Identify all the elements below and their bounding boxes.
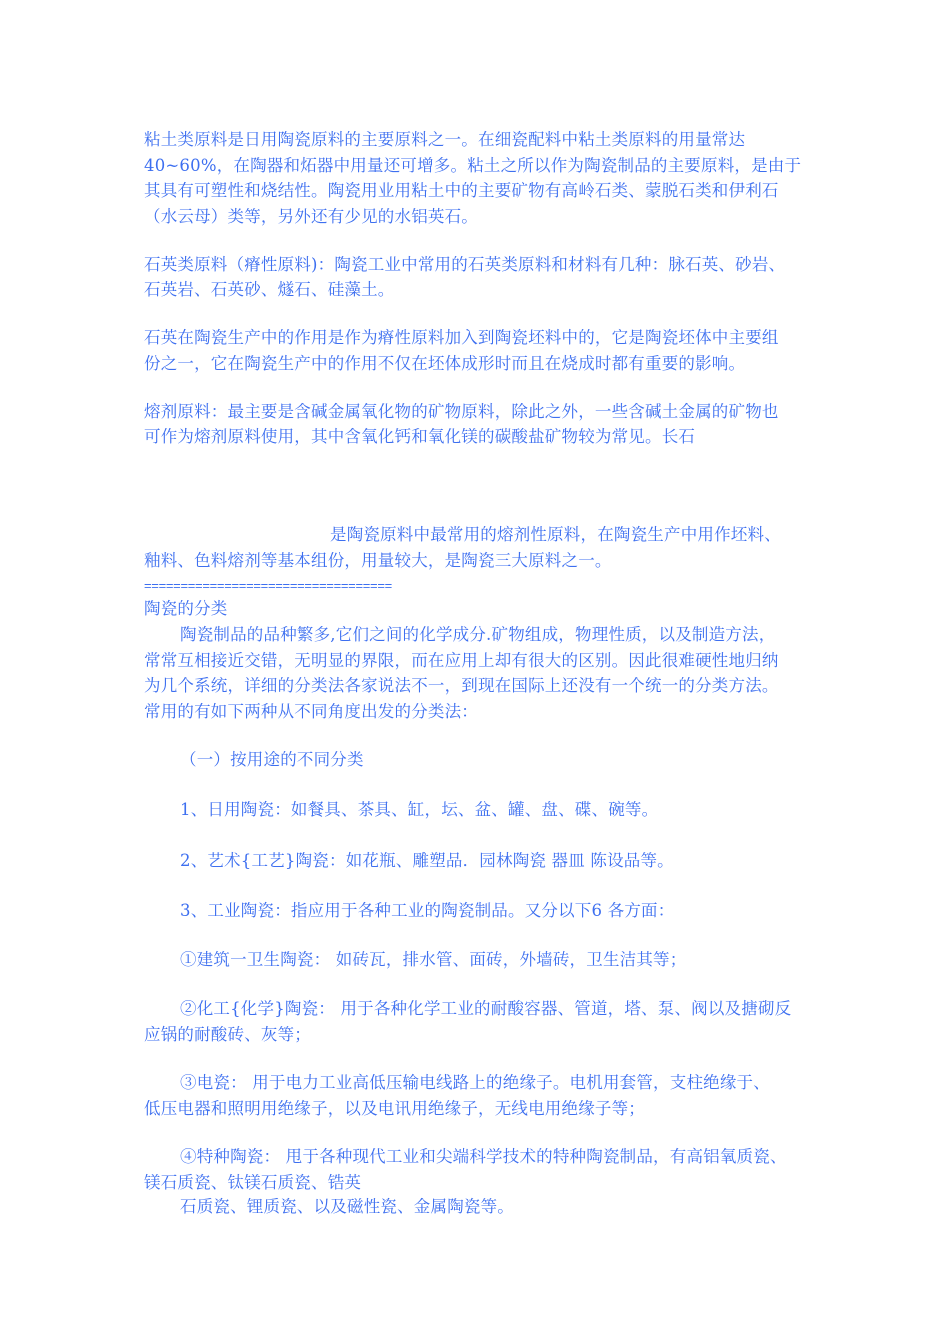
subitem-building-sanitary: ①建筑一卫生陶瓷： 如砖瓦，排水管、面砖，外墙砖，卫生洁其等； (180, 950, 687, 969)
classification-line-3: 为几个系统，详细的分类法各家说法不一，到现在国际上还没有一个统一的分类方法。 (144, 676, 779, 695)
subitem-electric-line-2: 低压电器和照明用绝缘子，以及电讯用绝缘子，无线电用绝缘子等； (144, 1099, 645, 1118)
classification-line-1: 陶瓷制品的品种繁多,它们之间的化学成分.矿物组成，物理性质，以及制造方法， (180, 625, 776, 644)
feldspar-line-1: 是陶瓷原料中最常用的熔剂性原料，在陶瓷生产中用作坯料、 (330, 525, 781, 544)
item-daily-ceramics: 1、日用陶瓷：如餐具、茶具、缸，坛、盆、罐、盘、碟、碗等。 (180, 800, 659, 819)
item-industrial-ceramics: 3、工业陶瓷：指应用于各种工业的陶瓷制品。又分以下6 各方面： (180, 901, 675, 920)
section-title: 陶瓷的分类 (144, 599, 228, 618)
classification-line-2: 常常互相接近交错，无明显的界限，而在应用上却有很大的区别。因此很难硬性地归纳 (144, 651, 779, 670)
clay-paragraph-line-1: 粘土类原料是日用陶瓷原料的主要原料之一。在细瓷配料中粘土类原料的用量常达 (144, 130, 746, 149)
quartz-role-line-2: 份之一，它在陶瓷生产中的作用不仅在坯体成形时而且在烧成时都有重要的影响。 (144, 354, 746, 373)
subitem-special-line-1: ④特种陶瓷： 甩于各种现代工业和尖端科学技术的特种陶瓷制品，有高铝氧质瓷、 (180, 1147, 787, 1166)
clay-paragraph-line-3: 其具有可塑性和烧结性。陶瓷用业用粘土中的主要矿物有高岭石类、蒙脱石类和伊利石 (144, 181, 779, 200)
classification-line-4: 常用的有如下两种从不同角度出发的分类法： (144, 702, 478, 721)
clay-paragraph-line-4: （水云母）类等，另外还有少见的水铝英石。 (144, 207, 478, 226)
subitem-chemical-line-2: 应锅的耐酸砖、灰等； (144, 1025, 311, 1044)
subheading-by-use: （一）按用途的不同分类 (180, 750, 364, 769)
subitem-electric-line-1: ③电瓷： 用于电力工业高低压输电线路上的绝缘子。电机用套管，支柱绝缘于、 (180, 1073, 770, 1092)
quartz-types-line-1: 石英类原料（瘠性原料)：陶瓷工业中常用的石英类原料和材料有几种：脉石英、砂岩、 (144, 255, 786, 274)
clay-paragraph-line-2: 40~60%，在陶器和炻器中用量还可增多。粘土之所以作为陶瓷制品的主要原料，是由于 (144, 156, 802, 175)
flux-line-2: 可作为熔剂原料使用，其中含氧化钙和氧化镁的碳酸盐矿物较为常见。长石 (144, 427, 696, 446)
subitem-chemical-line-1: ②化工{化学}陶瓷： 用于各种化学工业的耐酸容器、管道，塔、泵、阀以及搪砌反 (180, 999, 792, 1018)
separator-rule: ================================== (144, 578, 392, 593)
feldspar-line-2: 釉料、色料熔剂等基本组份，用量较大，是陶瓷三大原料之一。 (144, 551, 612, 570)
item-art-ceramics: 2、艺术{工艺}陶瓷：如花瓶、雕塑品．园林陶瓷 器皿 陈设品等。 (180, 851, 674, 870)
quartz-role-line-1: 石英在陶瓷生产中的作用是作为瘠性原料加入到陶瓷坯料中的，它是陶瓷坯体中主要组 (144, 328, 779, 347)
subitem-special-line-3: 石质瓷、锂质瓷、以及磁性瓷、金属陶瓷等。 (180, 1197, 514, 1216)
subitem-special-line-2: 镁石质瓷、钛镁石质瓷、锆英 (144, 1173, 362, 1192)
quartz-types-line-2: 石英岩、石英砂、燧石、硅藻土。 (144, 280, 395, 299)
flux-line-1: 熔剂原料：最主要是含碱金属氧化物的矿物原料，除此之外，一些含碱土金属的矿物也 (144, 402, 779, 421)
